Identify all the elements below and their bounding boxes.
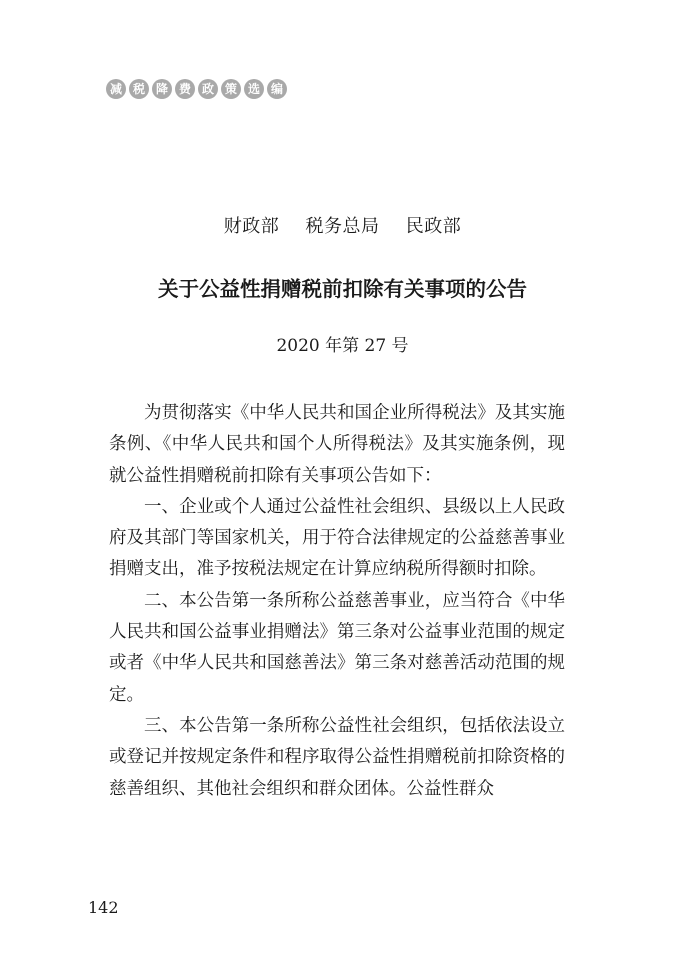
series-char: 策 xyxy=(221,79,241,99)
issuing-authorities xyxy=(0,212,685,238)
series-char: 政 xyxy=(198,79,218,99)
series-char: 降 xyxy=(152,79,172,99)
paragraph-article-2: 二、本公告第一条所称公益慈善事业，应当符合《中华人民共和国公益事业捐赠法》第三条对公益事业范围的规定或者《中华人民共和国慈善法》第三条对慈善活动范围的规定。 xyxy=(109,590,565,705)
document-title: 关于公益性捐赠税前扣除有关事项的公告 xyxy=(158,277,527,301)
series-char: 减 xyxy=(106,79,126,99)
document-body xyxy=(109,398,565,805)
series-header xyxy=(106,79,287,99)
series-char: 税 xyxy=(129,79,149,99)
document-number: 2020 年第 27 号 xyxy=(276,336,409,356)
paragraph-article-1: 一、企业或个人通过公益性社会组织、县级以上人民政府及其部门等国家机关，用于符合法律规定的公益慈善事业捐赠支出，准予按税法规定在计算应纳税所得额时扣除。 xyxy=(109,496,565,580)
paragraph-article-3: 三、本公告第一条所称公益性社会组织，包括依法设立或登记并按规定条件和程序取得公益性捐赠税前扣除资格的慈善组织、其他社会组织和群众团体。公益性群众 xyxy=(109,715,565,799)
series-char: 选 xyxy=(244,79,264,99)
paragraph-intro: 为贯彻落实《中华人民共和国企业所得税法》及其实施条例、《中华人民共和国个人所得税法》及其实施条例，现就公益性捐赠税前扣除有关事项公告如下： xyxy=(109,403,565,486)
series-char: 编 xyxy=(267,79,287,99)
page-number: 142 xyxy=(88,898,119,917)
series-char: 费 xyxy=(175,79,195,99)
issuer-tax-administration: 税务总局 xyxy=(305,216,380,237)
issuer-ministry-of-civil-affairs: 民政部 xyxy=(405,216,462,237)
issuer-ministry-of-finance: 财政部 xyxy=(223,216,280,237)
